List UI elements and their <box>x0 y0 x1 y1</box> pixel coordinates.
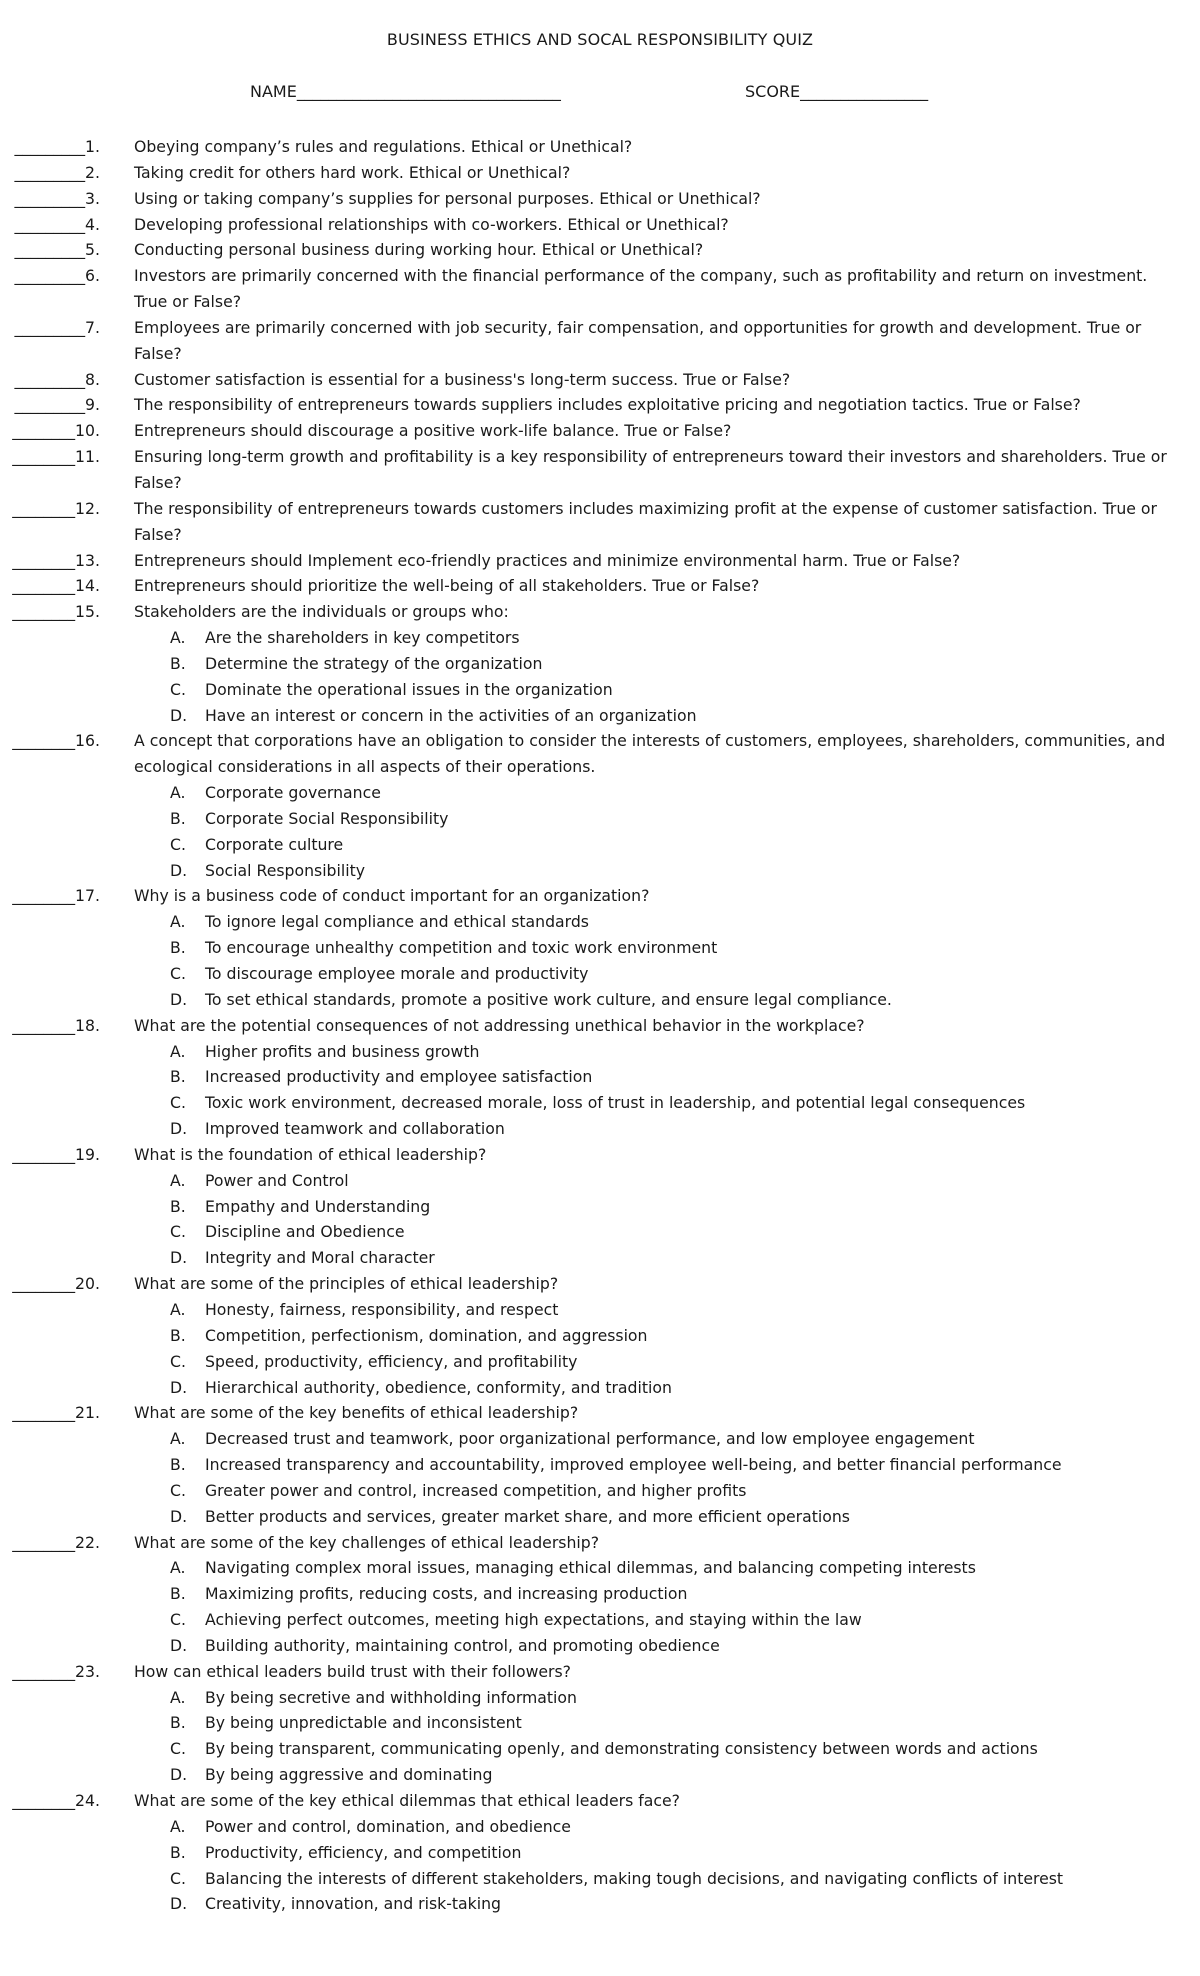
option-text: To discourage employee morale and productivity <box>205 964 589 983</box>
answer-option <box>0 1168 1200 1194</box>
answer-option <box>0 1710 1200 1736</box>
answer-option <box>0 1840 1200 1866</box>
question-text: Why is a business code of conduct important for an organization? <box>134 886 650 906</box>
answer-option <box>0 1375 1200 1401</box>
option-text: Better products and services, greater market share, and more efficient operations <box>205 1506 850 1526</box>
option-text: Maximizing profits, reducing costs, and increasing production <box>205 1584 688 1604</box>
answer-blank: ________19. <box>12 1144 100 1164</box>
option-text: By being aggressive and dominating <box>205 1765 493 1785</box>
question-item <box>0 1271 1200 1297</box>
option-letter: B. <box>170 808 186 828</box>
option-text: Productivity, efficiency, and competition <box>205 1842 522 1862</box>
option-text: Decreased trust and teamwork, poor organizational performance, and low employee engagement <box>205 1429 975 1449</box>
option-text: Discipline and Obedience <box>205 1222 405 1242</box>
option-text: Have an interest or concern in the activities of an organization <box>205 705 697 725</box>
answer-option <box>0 1478 1200 1504</box>
option-letter: B. <box>170 938 186 958</box>
answer-option <box>0 1633 1200 1659</box>
answer-blank: _________5. <box>14 240 100 260</box>
option-text: Improved teamwork and collaboration <box>205 1119 505 1139</box>
option-letter: A. <box>170 783 186 803</box>
option-letter: A. <box>170 912 186 932</box>
answer-blank: ________11. <box>12 447 100 467</box>
option-letter: D. <box>170 1377 188 1397</box>
question-item <box>0 134 1200 160</box>
answer-option <box>0 1504 1200 1530</box>
option-text: By being transparent, communicating openly, and demonstrating consistency between words and actions <box>205 1739 1038 1759</box>
option-letter: A. <box>170 1170 186 1190</box>
answer-option <box>0 1039 1200 1065</box>
question-text: Taking credit for others hard work. Ethical or Unethical? <box>134 162 571 182</box>
question-text: What is the foundation of ethical leadership? <box>134 1144 487 1164</box>
answer-option <box>0 1866 1200 1892</box>
answer-option <box>0 677 1200 703</box>
option-text: Balancing the interests of different stakeholders, making tough decisions, and navigating conflicts of interest <box>205 1868 1064 1888</box>
answer-blank: ________12. <box>12 498 100 518</box>
question-item <box>0 496 1200 548</box>
option-text: To encourage unhealthy competition and toxic work environment <box>205 938 718 958</box>
answer-blank: ________23. <box>12 1661 100 1681</box>
question-text: Entrepreneurs should Implement eco-friendly practices and minimize environmental harm. True or False? <box>134 550 961 570</box>
option-text: Social Responsibility <box>205 860 366 880</box>
answer-option <box>0 780 1200 806</box>
option-text: Power and control, domination, and obedience <box>205 1816 571 1836</box>
option-letter: D. <box>170 989 188 1009</box>
answer-option <box>0 1090 1200 1116</box>
option-letter: A. <box>170 1558 186 1578</box>
option-text: Honesty, fairness, responsibility, and respect <box>205 1299 559 1319</box>
answer-blank: ________17. <box>12 886 100 906</box>
question-item <box>0 160 1200 186</box>
option-letter: A. <box>170 1687 186 1707</box>
option-letter: B. <box>170 1325 186 1345</box>
option-text: Are the shareholders in key competitors <box>205 628 520 648</box>
question-text: What are some of the key ethical dilemmas that ethical leaders face? <box>134 1791 680 1810</box>
question-item <box>0 1788 1200 1814</box>
question-item <box>0 728 1200 780</box>
question-item <box>0 315 1200 367</box>
option-letter: B. <box>170 1842 186 1862</box>
option-letter: C. <box>170 1739 186 1759</box>
option-letter: D. <box>170 1765 188 1785</box>
option-letter: B. <box>170 1196 186 1216</box>
option-letter: C. <box>170 679 186 699</box>
score-field: SCORE________________ <box>745 82 929 101</box>
option-letter: D. <box>170 1506 188 1526</box>
option-letter: C. <box>170 834 186 854</box>
question-text: Entrepreneurs should discourage a positive work-life balance. True or False? <box>134 421 732 441</box>
answer-option <box>0 1323 1200 1349</box>
page-title: BUSINESS ETHICS AND SOCAL RESPONSIBILITY QUIZ <box>386 30 814 49</box>
question-text: What are the potential consequences of not addressing unethical behavior in the workplace? <box>134 1015 865 1035</box>
answer-blank: _________2. <box>14 162 100 182</box>
option-text: Determine the strategy of the organization <box>205 653 543 673</box>
answer-option <box>0 651 1200 677</box>
option-letter: A. <box>170 628 186 648</box>
answer-option <box>0 1194 1200 1220</box>
answer-option <box>0 1762 1200 1788</box>
option-letter: A. <box>170 1429 186 1449</box>
question-text: Employees are primarily concerned with job security, fair compensation, and opportunities for growth and development. True or False? <box>134 317 1142 363</box>
option-text: Hierarchical authority, obedience, conformity, and tradition <box>205 1377 672 1397</box>
answer-option <box>0 1581 1200 1607</box>
option-text: Higher profits and business growth <box>205 1041 480 1061</box>
question-item <box>0 263 1200 315</box>
question-text: Stakeholders are the individuals or groups who: <box>134 602 509 622</box>
question-text: Obeying company’s rules and regulations. Ethical or Unethical? <box>134 137 633 156</box>
option-text: By being unpredictable and inconsistent <box>205 1713 522 1733</box>
option-text: Toxic work environment, decreased morale, loss of trust in leadership, and potential legal consequences <box>205 1093 1026 1113</box>
answer-option <box>0 1685 1200 1711</box>
option-text: Achieving perfect outcomes, meeting high expectations, and staying within the law <box>205 1610 862 1630</box>
question-text: The responsibility of entrepreneurs towards suppliers includes exploitative pricing and negotiation tactics. True or False? <box>134 395 1081 415</box>
answer-option <box>0 1814 1200 1840</box>
option-letter: D. <box>170 860 188 880</box>
answer-option <box>0 832 1200 858</box>
question-text: What are some of the key benefits of ethical leadership? <box>134 1403 579 1423</box>
question-item <box>0 573 1200 599</box>
option-text: Empathy and Understanding <box>205 1196 431 1216</box>
question-item <box>0 1530 1200 1556</box>
option-letter: C. <box>170 1093 186 1113</box>
name-field: NAME_________________________________ <box>250 82 561 101</box>
answer-option <box>0 1555 1200 1581</box>
answer-option <box>0 1297 1200 1323</box>
option-text: To set ethical standards, promote a positive work culture, and ensure legal compliance. <box>205 989 892 1009</box>
answer-option <box>0 1607 1200 1633</box>
option-letter: B. <box>170 1067 186 1087</box>
answer-option <box>0 909 1200 935</box>
option-text: Increased transparency and accountability, improved employee well-being, and better financial performance <box>205 1455 1062 1475</box>
option-text: Competition, perfectionism, domination, and aggression <box>205 1325 648 1345</box>
answer-option <box>0 1116 1200 1142</box>
option-text: Corporate Social Responsibility <box>205 808 449 828</box>
option-letter: B. <box>170 653 186 673</box>
question-item <box>0 883 1200 909</box>
question-item <box>0 548 1200 574</box>
answer-blank: _________4. <box>14 214 100 234</box>
option-text: Speed, productivity, efficiency, and profitability <box>205 1351 578 1371</box>
answer-blank: ________14. <box>12 576 100 596</box>
question-text: A concept that corporations have an obligation to consider the interests of customers, employees, shareholders, communities, and ecological considerations in all aspects of their operations. <box>134 731 1166 777</box>
answer-blank: ________24. <box>12 1791 100 1810</box>
option-letter: C. <box>170 1351 186 1371</box>
question-item <box>0 1400 1200 1426</box>
option-text: Power and Control <box>205 1170 349 1190</box>
answer-option <box>0 806 1200 832</box>
option-letter: C. <box>170 1868 186 1888</box>
question-item <box>0 599 1200 625</box>
answer-blank: _________6. <box>14 266 100 286</box>
question-item <box>0 392 1200 418</box>
answer-blank: _________1. <box>14 137 100 156</box>
option-text: Creativity, innovation, and risk-taking <box>205 1894 501 1914</box>
question-text: Conducting personal business during working hour. Ethical or Unethical? <box>134 240 704 260</box>
answer-option <box>0 1452 1200 1478</box>
answer-option <box>0 625 1200 651</box>
answer-blank: ________21. <box>12 1403 100 1423</box>
option-text: Corporate culture <box>205 834 344 854</box>
answer-option <box>0 1219 1200 1245</box>
answer-blank: ________13. <box>12 550 100 570</box>
question-item <box>0 367 1200 393</box>
question-text: Developing professional relationships with co-workers. Ethical or Unethical? <box>134 214 729 234</box>
question-text: Using or taking company’s supplies for personal purposes. Ethical or Unethical? <box>134 188 761 208</box>
answer-blank: _________9. <box>14 395 100 415</box>
answer-option <box>0 1736 1200 1762</box>
option-letter: A. <box>170 1816 186 1836</box>
answer-option <box>0 858 1200 884</box>
option-letter: C. <box>170 964 186 983</box>
answer-blank: ________18. <box>12 1015 100 1035</box>
question-item <box>0 1659 1200 1685</box>
option-letter: B. <box>170 1713 186 1733</box>
option-text: Building authority, maintaining control, and promoting obedience <box>205 1635 720 1655</box>
option-text: To ignore legal compliance and ethical standards <box>205 912 589 932</box>
question-list <box>0 134 1200 1917</box>
option-text: Dominate the operational issues in the organization <box>205 679 613 699</box>
question-item <box>0 1013 1200 1039</box>
answer-blank: ________20. <box>12 1274 100 1294</box>
question-text: Entrepreneurs should prioritize the well-being of all stakeholders. True or False? <box>134 576 760 596</box>
answer-blank: ________22. <box>12 1532 100 1552</box>
option-letter: C. <box>170 1610 186 1630</box>
question-item <box>0 1142 1200 1168</box>
option-letter: B. <box>170 1584 186 1604</box>
option-letter: D. <box>170 1119 188 1139</box>
option-text: Navigating complex moral issues, managing ethical dilemmas, and balancing competing interests <box>205 1558 976 1578</box>
answer-option <box>0 1891 1200 1917</box>
answer-option <box>0 935 1200 961</box>
question-text: How can ethical leaders build trust with their followers? <box>134 1661 571 1681</box>
question-text: What are some of the key challenges of ethical leadership? <box>134 1532 600 1552</box>
option-text: Greater power and control, increased competition, and higher profits <box>205 1480 747 1500</box>
option-text: Corporate governance <box>205 783 381 803</box>
answer-option <box>0 961 1200 987</box>
option-letter: D. <box>170 705 188 725</box>
answer-option <box>0 987 1200 1013</box>
option-text: Increased productivity and employee satisfaction <box>205 1067 593 1087</box>
option-letter: B. <box>170 1455 186 1475</box>
option-text: Integrity and Moral character <box>205 1248 435 1268</box>
question-item <box>0 418 1200 444</box>
question-text: Customer satisfaction is essential for a business's long-term success. True or False? <box>134 369 791 389</box>
answer-blank: ________10. <box>12 421 100 441</box>
answer-option <box>0 1245 1200 1271</box>
answer-blank: _________3. <box>14 188 100 208</box>
option-letter: C. <box>170 1222 186 1242</box>
question-text: Ensuring long-term growth and profitability is a key responsibility of entrepreneurs toward their investors and shareholders. True or False? <box>134 447 1167 492</box>
option-letter: D. <box>170 1635 188 1655</box>
question-item <box>0 186 1200 212</box>
option-letter: D. <box>170 1894 188 1914</box>
question-text: The responsibility of entrepreneurs towards customers includes maximizing profit at the expense of customer satisfaction. True or False? <box>134 498 1157 544</box>
question-text: What are some of the principles of ethical leadership? <box>134 1274 559 1294</box>
question-text: Investors are primarily concerned with the financial performance of the company, such as profitability and return on investment. True or False? <box>134 266 1148 312</box>
question-item <box>0 444 1200 496</box>
answer-option <box>0 1064 1200 1090</box>
question-item <box>0 237 1200 263</box>
question-item <box>0 212 1200 238</box>
answer-blank: _________7. <box>14 317 100 337</box>
answer-option <box>0 703 1200 729</box>
option-letter: A. <box>170 1299 186 1319</box>
option-letter: D. <box>170 1248 188 1268</box>
option-letter: A. <box>170 1041 186 1061</box>
answer-option <box>0 1426 1200 1452</box>
answer-option <box>0 1349 1200 1375</box>
answer-blank: ________16. <box>12 731 100 751</box>
answer-blank: _________8. <box>14 369 100 389</box>
option-text: By being secretive and withholding information <box>205 1687 577 1707</box>
option-letter: C. <box>170 1480 186 1500</box>
answer-blank: ________15. <box>12 602 100 622</box>
